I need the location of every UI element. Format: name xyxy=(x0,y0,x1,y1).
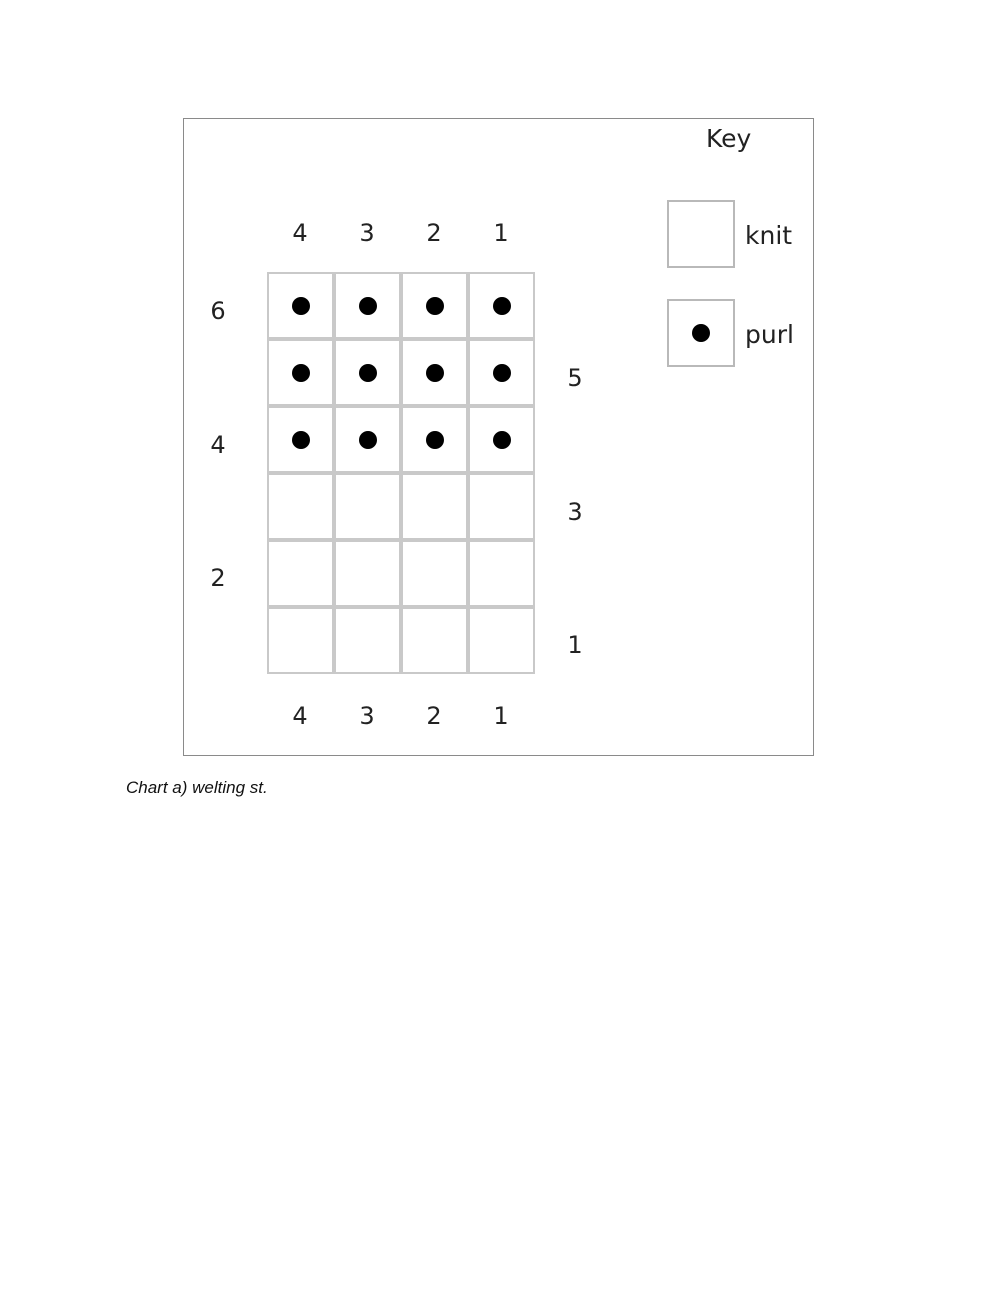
knit-stitch-cell xyxy=(401,607,468,674)
knit-stitch-cell xyxy=(267,540,334,607)
column-number-top: 3 xyxy=(359,219,375,247)
purl-stitch-cell xyxy=(334,406,401,473)
purl-stitch-cell xyxy=(267,406,334,473)
row-number-left: 2 xyxy=(210,564,226,592)
knit-stitch-cell xyxy=(334,540,401,607)
purl-dot-icon xyxy=(292,364,310,382)
knit-stitch-cell xyxy=(401,540,468,607)
row-number-right: 5 xyxy=(567,364,583,392)
key-knit-label: knit xyxy=(745,221,793,250)
knit-stitch-cell xyxy=(334,473,401,540)
purl-dot-icon xyxy=(359,297,377,315)
purl-stitch-cell xyxy=(468,406,535,473)
purl-stitch-cell xyxy=(401,406,468,473)
column-number-top: 4 xyxy=(292,219,308,247)
purl-stitch-cell xyxy=(401,272,468,339)
purl-dot-icon xyxy=(426,297,444,315)
purl-stitch-cell xyxy=(267,272,334,339)
row-number-left: 4 xyxy=(210,431,226,459)
column-number-top: 2 xyxy=(426,219,442,247)
purl-stitch-cell xyxy=(267,339,334,406)
purl-stitch-cell xyxy=(468,272,535,339)
key-purl-label: purl xyxy=(745,320,794,349)
knit-stitch-cell xyxy=(468,607,535,674)
knit-stitch-cell xyxy=(401,473,468,540)
purl-dot-icon xyxy=(493,297,511,315)
column-number-top: 1 xyxy=(493,219,509,247)
knit-stitch-cell xyxy=(267,607,334,674)
purl-dot-icon xyxy=(426,364,444,382)
stitch-grid xyxy=(267,272,537,676)
key-knit-symbol xyxy=(667,200,735,268)
purl-dot-icon xyxy=(292,431,310,449)
row-number-right: 1 xyxy=(567,631,583,659)
key-title: Key xyxy=(706,124,752,153)
knit-stitch-cell xyxy=(468,473,535,540)
column-number-bottom: 1 xyxy=(493,702,509,730)
purl-dot-icon xyxy=(292,297,310,315)
purl-dot-icon xyxy=(692,324,710,342)
row-number-right: 3 xyxy=(567,498,583,526)
row-number-left: 6 xyxy=(210,297,226,325)
purl-stitch-cell xyxy=(334,272,401,339)
column-number-bottom: 3 xyxy=(359,702,375,730)
purl-dot-icon xyxy=(493,364,511,382)
purl-dot-icon xyxy=(493,431,511,449)
column-number-bottom: 2 xyxy=(426,702,442,730)
column-number-bottom: 4 xyxy=(292,702,308,730)
purl-stitch-cell xyxy=(468,339,535,406)
purl-stitch-cell xyxy=(334,339,401,406)
purl-dot-icon xyxy=(426,431,444,449)
chart-caption: Chart a) welting st. xyxy=(126,778,268,797)
knit-stitch-cell xyxy=(334,607,401,674)
purl-dot-icon xyxy=(359,431,377,449)
knit-stitch-cell xyxy=(267,473,334,540)
knit-stitch-cell xyxy=(468,540,535,607)
purl-stitch-cell xyxy=(401,339,468,406)
key-purl-symbol xyxy=(667,299,735,367)
purl-dot-icon xyxy=(359,364,377,382)
